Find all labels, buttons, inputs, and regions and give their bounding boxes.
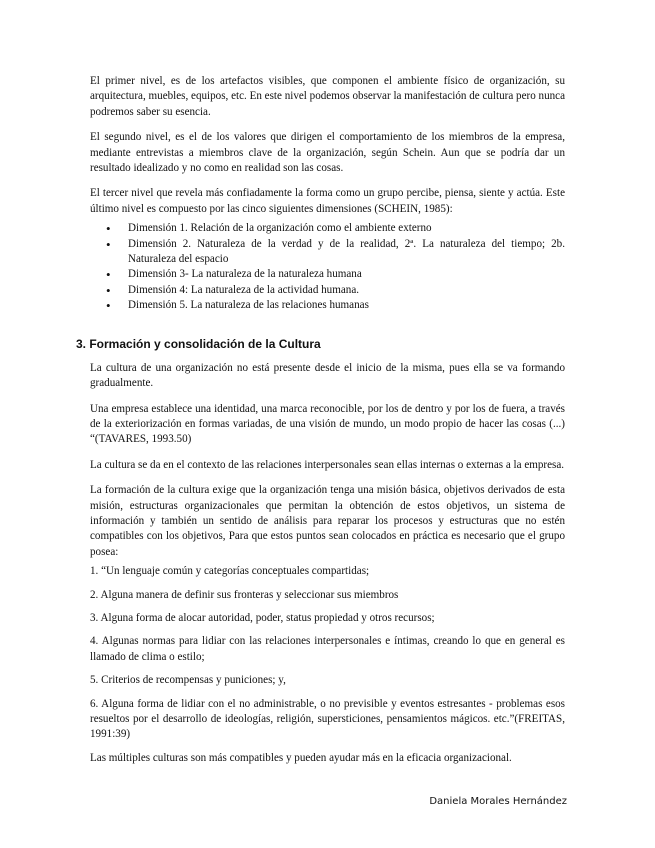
numbered-item-1: 1. “Un lenguaje común y categorías conceptuales compartidas; xyxy=(90,565,370,578)
paragraph-culture-gradual: La cultura de una organización no está presente desde el inicio de la misma, pues ella se va formando gradualmente. xyxy=(90,361,565,390)
paragraph-second-level: El segundo nivel, es el de los valores que dirigen el comportamiento de los miembros de la empresa, mediante entrevistas a miembros clave de la organización, según Schein. Aun que se podría dar un resultado idealizado y no como en realidad son las cosas. xyxy=(90,131,565,175)
numbered-item-5: 5. Criterios de recompensas y puniciones; y, xyxy=(90,674,286,687)
list-item: • Dimensión 5. La naturaleza de las relaciones humanas xyxy=(128,298,565,313)
paragraph-closing: Las múltiples culturas son más compatibles y pueden ayudar más en la eficacia organizacional. xyxy=(90,751,512,764)
numbered-item-3: 3. Alguna forma de alocar autoridad, poder, status propiedad y otros recursos; xyxy=(90,611,435,624)
paragraph-third-level: El tercer nivel que revela más confiadamente la forma como un grupo percibe, piensa, siente y actúa. Este último nivel es compuesto por las cinco siguientes dimensiones (SCHEIN, 1985): xyxy=(90,187,565,215)
paragraph-identity-quote: Una empresa establece una identidad, una marca reconocible, por los de dentro y por los de fuera, a través de la exteriorización en formas variadas, de una visión de mundo, un modo propio de hacer las cosas (...) “(TAVARES, 1993.50) xyxy=(90,402,565,446)
numbered-item-2: 2. Alguna manera de definir sus fronteras y seleccionar sus miembros xyxy=(90,588,399,601)
page-content xyxy=(76,74,566,776)
list-item: • Dimensión 1. Relación de la organización como el ambiente externo xyxy=(128,221,565,236)
paragraph-first-level: El primer nivel, es de los artefactos visibles, que componen el ambiente físico de organización, su arquitectura, muebles, equipos, etc. En este nivel podemos observar la manifestación de cultura pero nunca podremos saber su esencia. xyxy=(90,75,566,118)
numbered-item-6: 6. Alguna forma de lidiar con el no administrable, o no previsible y eventos estresantes - problemas esos resueltos por el desarrollo de ideologías, religión, supersticiones, pensamientos mágicos. etc.”(FREITAS, 1991:39) xyxy=(90,697,565,741)
dimensions-list xyxy=(90,221,565,313)
numbered-item-4: 4. Algunas normas para lidiar con las relaciones interpersonales e íntimas, creando lo que en general es llamado de clima o estilo; xyxy=(90,635,565,663)
list-item: • Dimensión 3- La naturaleza de la naturaleza humana xyxy=(128,267,565,282)
list-item: • Dimensión 2. Naturaleza de la verdad y de la realidad, 2ª. La naturaleza del tiempo; 2b. Naturaleza del espacio xyxy=(128,237,565,268)
list-item: • Dimensión 4: La naturaleza de la actividad humana. xyxy=(128,283,565,298)
paragraph-interpersonal: La cultura se da en el contexto de las relaciones interpersonales sean ellas internas o externas a la empresa. xyxy=(90,458,565,471)
section-heading: 3. Formación y consolidación de la Cultura xyxy=(76,336,321,351)
paragraph-formation: La formación de la cultura exige que la organización tenga una misión básica, objetivos derivados de esta misión, estructuras organizacionales que permitan la obtención de estos objetivos, un sistema de información y también un sentido de análisis para reparar los procesos y estructuras que no estén compatibles con los objetivos, Para que estos puntos sean colocados en práctica es necesario que el grupo posea: xyxy=(90,484,565,558)
footer-author: Daniela Morales Hernández xyxy=(429,796,567,807)
